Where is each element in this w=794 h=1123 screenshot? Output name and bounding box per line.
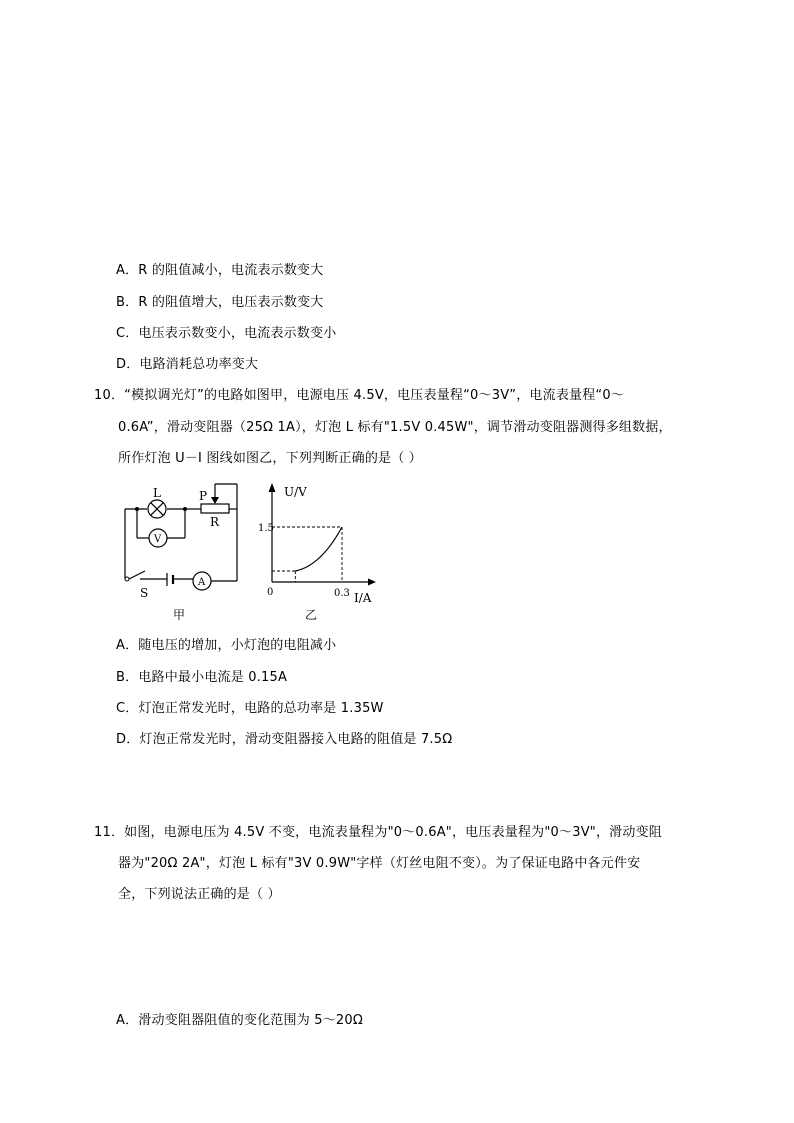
q11-stem-line-3: 全，下列说法正确的是（ ） bbox=[118, 887, 281, 902]
origin-label: 0 bbox=[267, 587, 274, 598]
q11-option-a: A．滑动变阻器阻值的变化范围为 5～20Ω bbox=[116, 1013, 363, 1028]
q11-stem-line-2: 器为"20Ω 2A"，灯泡 L 标有"3V 0.9W"字样（灯丝电阻不变）。为了保证电路中各元件安 bbox=[118, 856, 641, 871]
y-axis-label: U/V bbox=[284, 485, 307, 499]
circuit-caption: 甲 bbox=[173, 608, 186, 622]
q11-stem-line-1: 11．如图，电源电压为 4.5V 不变，电流表量程为"0～0.6A"，电压表量程为"0～3V"，滑动变阻 bbox=[94, 825, 662, 840]
circuit-diagram bbox=[115, 478, 250, 628]
graph-caption: 乙 bbox=[305, 608, 318, 622]
y-axis-arrow bbox=[269, 483, 276, 492]
q10-option-d: D．灯泡正常发光时，滑动变阻器接入电路的阻值是 7.5Ω bbox=[116, 732, 453, 747]
q10-option-b: B．电路中最小电流是 0.15A bbox=[116, 670, 288, 685]
x-tick-label: 0.3 bbox=[334, 588, 350, 599]
u-i-curve bbox=[295, 527, 342, 571]
switch-label: S bbox=[140, 586, 149, 600]
voltmeter-label: V bbox=[154, 534, 162, 545]
q10-stem-line-2: 0.6A”，滑动变阻器（25Ω 1A），灯泡 L 标有"1.5V 0.45W"，调节滑动变阻器测得多组数据， bbox=[118, 420, 672, 435]
q9-option-d: D．电路消耗总功率变大 bbox=[116, 357, 259, 372]
q10-stem-line-3: 所作灯泡 U－I 图线如图乙，下列判断正确的是（ ） bbox=[118, 451, 422, 466]
q9-option-a: A．R 的阻值减小，电流表示数变大 bbox=[116, 263, 324, 278]
rheostat-label: R bbox=[210, 515, 220, 529]
lamp-label: L bbox=[153, 486, 161, 500]
x-axis-arrow bbox=[368, 579, 376, 586]
q9-option-b: B．R 的阻值增大，电压表示数变大 bbox=[116, 295, 324, 310]
slider-label: P bbox=[199, 489, 208, 503]
ui-graph bbox=[252, 478, 382, 628]
q10-option-a: A．随电压的增加，小灯泡的电阻减小 bbox=[116, 638, 337, 653]
y-tick-label: 1.5 bbox=[258, 523, 274, 534]
q10-option-c: C．灯泡正常发光时，电路的总功率是 1.35W bbox=[116, 701, 384, 716]
q10-stem-line-1: 10．“模拟调光灯”的电路如图甲，电源电压 4.5V，电压表量程“0～3V”，电流表量程“0～ bbox=[94, 388, 625, 403]
ammeter-label: A bbox=[198, 577, 206, 588]
q9-option-c: C．电压表示数变小，电流表示数变小 bbox=[116, 326, 337, 341]
x-axis-label: I/A bbox=[354, 591, 372, 605]
